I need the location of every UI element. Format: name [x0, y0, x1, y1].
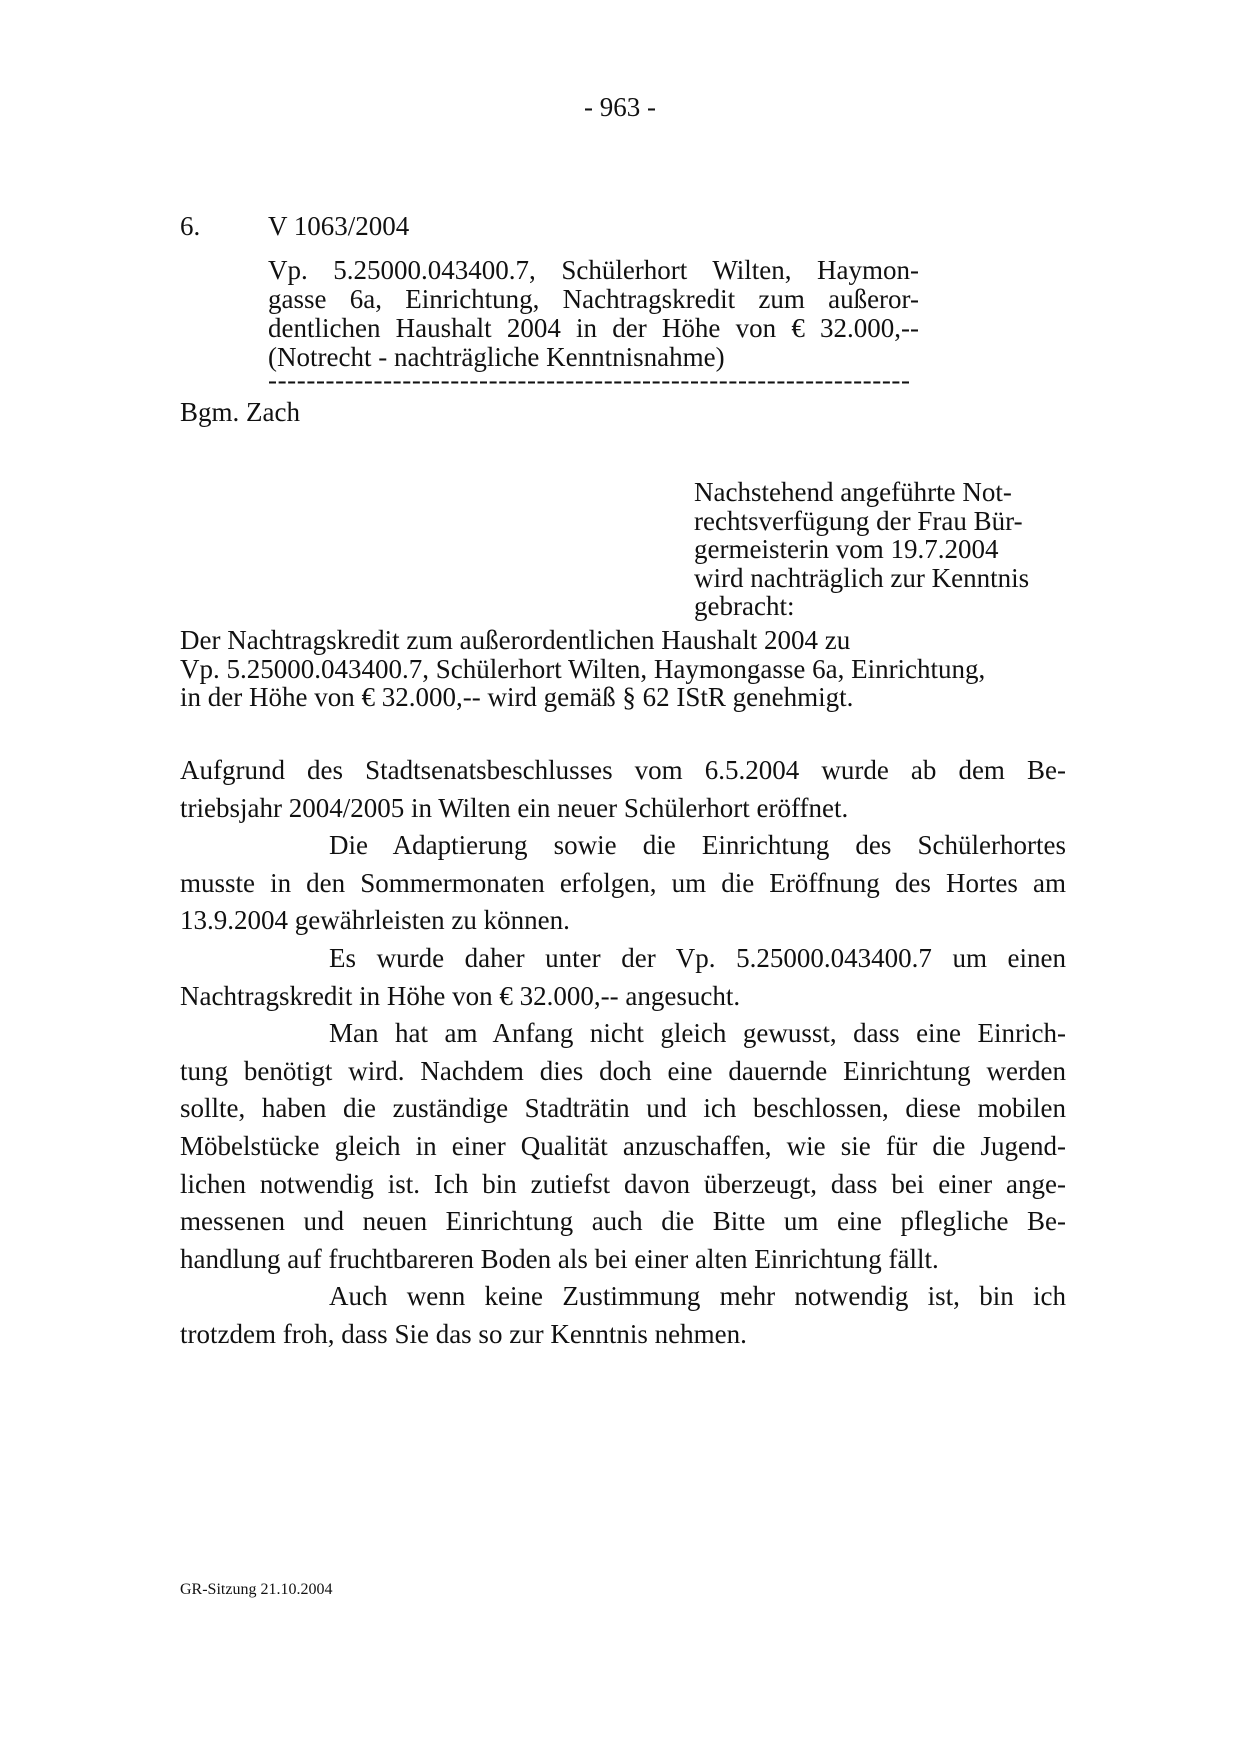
body-line: Es wurde daher unter der Vp. 5.25000.043400.7 um einen: [329, 942, 1066, 973]
separator-line: -------------------------------------------------------------------: [268, 366, 911, 395]
subject-line: (Notrecht - nachträgliche Kenntnisnahme): [268, 342, 725, 372]
body-paragraph: [180, 1278, 1066, 1353]
body-line: Möbelstücke gleich in einer Qualität anzuschaffen, wie sie für die Jugend-: [180, 1130, 1066, 1161]
notice-line: gebracht:: [694, 591, 795, 621]
notice-line: Nachstehend angeführte Not-: [694, 477, 1012, 507]
notice-line: wird nachträglich zur Kenntnis: [694, 562, 1030, 593]
body-paragraph: [180, 827, 1066, 940]
resolution-line: Vp. 5.25000.043400.7, Schülerhort Wilten, Haymongasse 6a, Einrichtung,: [180, 653, 986, 684]
body-line: Die Adaptierung sowie die Einrichtung des Schülerhortes: [329, 830, 1066, 861]
body-line: lichen notwendig ist. Ich bin zutiefst davon überzeugt, dass bei einer ange-: [180, 1168, 1066, 1199]
body-line: Auch wenn keine Zustimmung mehr notwendig ist, bin ich: [329, 1281, 1066, 1312]
footer-session-label: GR-Sitzung 21.10.2004: [180, 1581, 333, 1598]
body-paragraph: [180, 1015, 1066, 1278]
body-line: triebsjahr 2004/2005 in Wilten ein neuer Schülerhort eröffnet.: [180, 792, 849, 823]
body-line: Man hat am Anfang nicht gleich gewusst, dass eine Einrich-: [329, 1018, 1066, 1049]
speaker-name: Bgm. Zach: [180, 397, 300, 427]
body-line: trotzdem froh, dass Sie das so zur Kenntnis nehmen.: [180, 1318, 747, 1349]
notice-line: germeisterin vom 19.7.2004: [694, 534, 999, 564]
body-line: sollte, haben die zuständige Stadträtin und ich beschlossen, diese mobilen: [180, 1093, 1066, 1124]
subject-line: Vp. 5.25000.043400.7, Schülerhort Wilten, Haymon-: [268, 255, 919, 285]
body-line: tung benötigt wird. Nachdem dies doch eine dauernde Einrichtung werden: [180, 1055, 1066, 1086]
resolution-text: [180, 626, 1065, 712]
page-number: - 963 -: [584, 92, 656, 122]
notice-line: rechtsverfügung der Frau Bür-: [694, 505, 1023, 536]
body-line: Aufgrund des Stadtsenatsbeschlusses vom 6.5.2004 wurde ab dem Be-: [180, 755, 1066, 785]
resolution-line: Der Nachtragskredit zum außerordentlichen Haushalt 2004 zu: [180, 625, 851, 655]
body-line: musste in den Sommermonaten erfolgen, um die Eröffnung des Hortes am: [180, 867, 1066, 898]
agenda-item-number: 6.: [180, 211, 201, 241]
subject-line: gasse 6a, Einrichtung, Nachtragskredit zum außeror-: [268, 284, 919, 314]
agenda-item-reference: V 1063/2004: [268, 211, 410, 241]
body-paragraph: [180, 940, 1066, 1015]
body-line: handlung auf fruchtbareren Boden als bei einer alten Einrichtung fällt.: [180, 1243, 939, 1274]
resolution-line: in der Höhe von € 32.000,-- wird gemäß § 62 IStR genehmigt.: [180, 682, 854, 712]
subject-line: dentlichen Haushalt 2004 in der Höhe von € 32.000,--: [268, 313, 919, 343]
body-paragraph: [180, 752, 1066, 827]
body-line: messenen und neuen Einrichtung auch die Bitte um eine pflegliche Be-: [180, 1206, 1066, 1237]
body-line: 13.9.2004 gewährleisten zu können.: [180, 905, 570, 936]
agenda-item-subject: [268, 256, 919, 372]
speech-body: [180, 752, 1066, 1354]
body-line: Nachtragskredit in Höhe von € 32.000,-- angesucht.: [180, 980, 741, 1011]
emergency-decree-notice: [694, 478, 1064, 621]
